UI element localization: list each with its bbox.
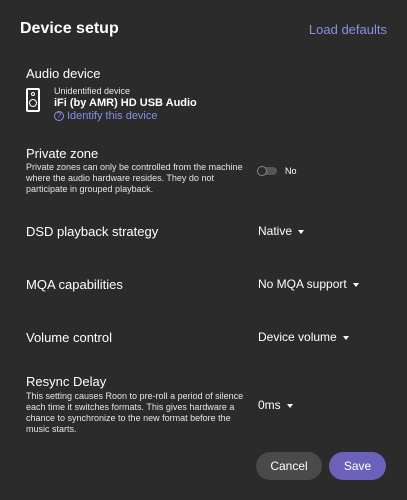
resync-label: Resync Delay	[26, 374, 107, 389]
chevron-down-icon	[343, 336, 349, 340]
private-zone-description: Private zones can only be controlled from the machine where the audio hardware resides. They do not participate in grouped playback.	[26, 162, 243, 194]
dsd-section	[26, 224, 386, 239]
resync-description: This setting causes Roon to pre-roll a period of silence each time it switches formats. This gives hardware a chance to synchronize to the new format before the music starts.	[26, 391, 244, 434]
identify-device-label: Identify this device	[67, 110, 158, 122]
dsd-label: DSD playback strategy	[26, 224, 159, 239]
chevron-down-icon	[353, 283, 359, 287]
cancel-button[interactable]: Cancel	[256, 452, 322, 480]
device-status: Unidentified device	[54, 86, 131, 96]
mqa-dropdown[interactable]	[258, 277, 359, 291]
audio-device-label: Audio device	[26, 66, 101, 81]
toggle-label: No	[285, 166, 297, 176]
mqa-label: MQA capabilities	[26, 277, 123, 292]
device-name: iFi (by AMR) HD USB Audio	[54, 97, 197, 109]
dialog-header	[0, 0, 407, 58]
volume-section	[26, 330, 386, 345]
help-icon: ?	[54, 111, 64, 121]
toggle-switch[interactable]	[258, 167, 277, 175]
device-info	[54, 86, 197, 122]
audio-device-section	[26, 66, 386, 122]
identify-device-link[interactable]	[54, 110, 197, 122]
volume-dropdown[interactable]	[258, 330, 349, 344]
dsd-value: Native	[258, 224, 293, 238]
chevron-down-icon	[287, 404, 293, 408]
resync-section	[26, 374, 386, 435]
private-zone-section	[26, 146, 386, 195]
mqa-section	[26, 277, 386, 292]
private-zone-toggle[interactable]	[258, 166, 297, 176]
save-button[interactable]: Save	[329, 452, 386, 480]
dialog-footer	[0, 436, 407, 500]
dsd-dropdown[interactable]	[258, 224, 304, 238]
chevron-down-icon	[298, 230, 304, 234]
speaker-icon	[26, 88, 40, 112]
private-zone-label: Private zone	[26, 146, 99, 161]
volume-value: Device volume	[258, 330, 337, 344]
resync-dropdown[interactable]	[258, 398, 293, 412]
resync-value: 0ms	[258, 398, 281, 412]
mqa-value: No MQA support	[258, 277, 347, 291]
volume-label: Volume control	[26, 330, 112, 345]
settings-scroll-area[interactable]	[0, 58, 407, 436]
device-row	[26, 86, 366, 126]
dialog-title: Device setup	[20, 20, 119, 37]
load-defaults-link[interactable]: Load defaults	[308, 22, 387, 37]
